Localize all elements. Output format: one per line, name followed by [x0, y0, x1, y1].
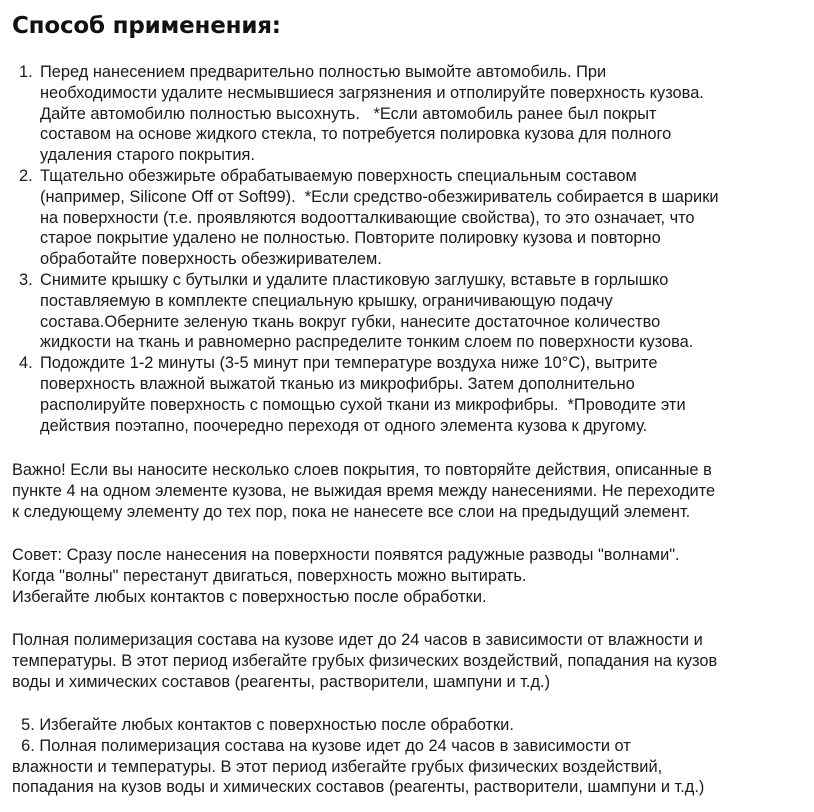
step-item: [12, 270, 808, 353]
step-line: Дайте автомобилю полностью высохнуть. *Если автомобиль ранее был покрыт: [40, 104, 657, 123]
polymerization-line: воды и химических составов (реагенты, растворители, шампуни и т.д.): [12, 672, 551, 691]
step-line: Тщательно обезжирьте обрабатываемую поверхность специальным составом: [40, 166, 637, 185]
step-line: жидкости на ткань и равномерно распределите тонким слоем по поверхности кузова.: [40, 333, 694, 352]
step-line: (например, Silicone Off от Soft99). *Если средство-обезжириватель собирается в шарики: [40, 187, 719, 206]
extra-step-line: влажности и температуры. В этот период избегайте грубых физических воздействий,: [12, 757, 663, 776]
step-line: располируйте поверхность с помощью сухой ткани из микрофибры. *Проводите эти: [40, 395, 686, 414]
extra-step-line: 5. Избегайте любых контактов с поверхностью после обработки.: [12, 716, 514, 734]
extra-step-line: попадания на кузов воды и химических составов (реагенты, растворители, шампуни и т.д.): [12, 778, 705, 797]
polymerization-line: Полная полимеризация состава на кузове идет до 24 часов в зависимости от влажности и: [12, 631, 703, 649]
step-item: [12, 166, 808, 270]
step-line: на поверхности (т.е. проявляются водоотталкивающие свойства), то это означает, что: [40, 208, 695, 227]
tip-line: Совет: Сразу после нанесения на поверхности появятся радужные разводы "волнами".: [12, 546, 680, 564]
step-number: 2.: [19, 166, 33, 185]
polymerization-note: [12, 630, 808, 692]
tip-line: Когда "волны" перестанут двигаться, поверхность можно вытирать.: [12, 566, 527, 585]
step-item: [12, 353, 808, 436]
step-number: 1.: [19, 63, 33, 81]
step-line: удаления старого покрытия.: [40, 146, 255, 165]
step-line: поставляемую в комплекте специальную крышку, ограничивающую подачу: [40, 291, 613, 310]
polymerization-line: температуры. В этот период избегайте грубых физических воздействий, попадания на кузов: [12, 651, 718, 670]
step-line: действия поэтапно, поочередно переходя от одного элемента кузова к другому.: [40, 416, 648, 435]
step-number: 3.: [19, 270, 33, 289]
page-title: Способ применения:: [12, 13, 281, 39]
important-line: пункте 4 на одном элементе кузова, не выжидая время между нанесениями. Не переходите: [12, 481, 716, 500]
step-line: составом на основе жидкого стекла, то потребуется полировка кузова для полного: [40, 125, 672, 144]
important-line: к следующему элементу до тех пор, пока не нанесете все слои на предыдущий элемент.: [12, 502, 691, 521]
extra-step-line: 6. Полная полимеризация состава на кузове идет до 24 часов в зависимости от: [12, 736, 631, 755]
step-line: состава.Оберните зеленую ткань вокруг губки, нанесите достаточное количество: [40, 312, 661, 331]
step-line: Подождите 1-2 минуты (3-5 минут при температуре воздуха ниже 10°С), вытрите: [40, 354, 658, 373]
extra-steps: [12, 715, 808, 798]
step-item: [12, 62, 808, 166]
step-line: Перед нанесением предварительно полностью вымойте автомобиль. При: [40, 63, 607, 81]
step-line: старое покрытие удалено не полностью. Повторите полировку кузова и повторно: [40, 229, 661, 248]
step-line: обработайте поверхность обезжиривателем.: [40, 250, 382, 269]
important-note: [12, 460, 808, 522]
step-line: поверхность влажной выжатой тканью из микрофибры. Затем дополнительно: [40, 374, 635, 393]
step-number: 4.: [19, 354, 33, 373]
step-line: необходимости удалите несмывшиеся загрязнения и отполируйте поверхность кузова.: [40, 83, 704, 102]
important-line: Важно! Если вы наносите несколько слоев покрытия, то повторяйте действия, описанные в: [12, 461, 712, 479]
tip-note: [12, 545, 808, 607]
step-line: Снимите крышку с бутылки и удалите пластиковую заглушку, вставьте в горлышко: [40, 270, 669, 289]
tip-line: Избегайте любых контактов с поверхностью после обработки.: [12, 587, 487, 606]
steps-list: [12, 62, 808, 436]
